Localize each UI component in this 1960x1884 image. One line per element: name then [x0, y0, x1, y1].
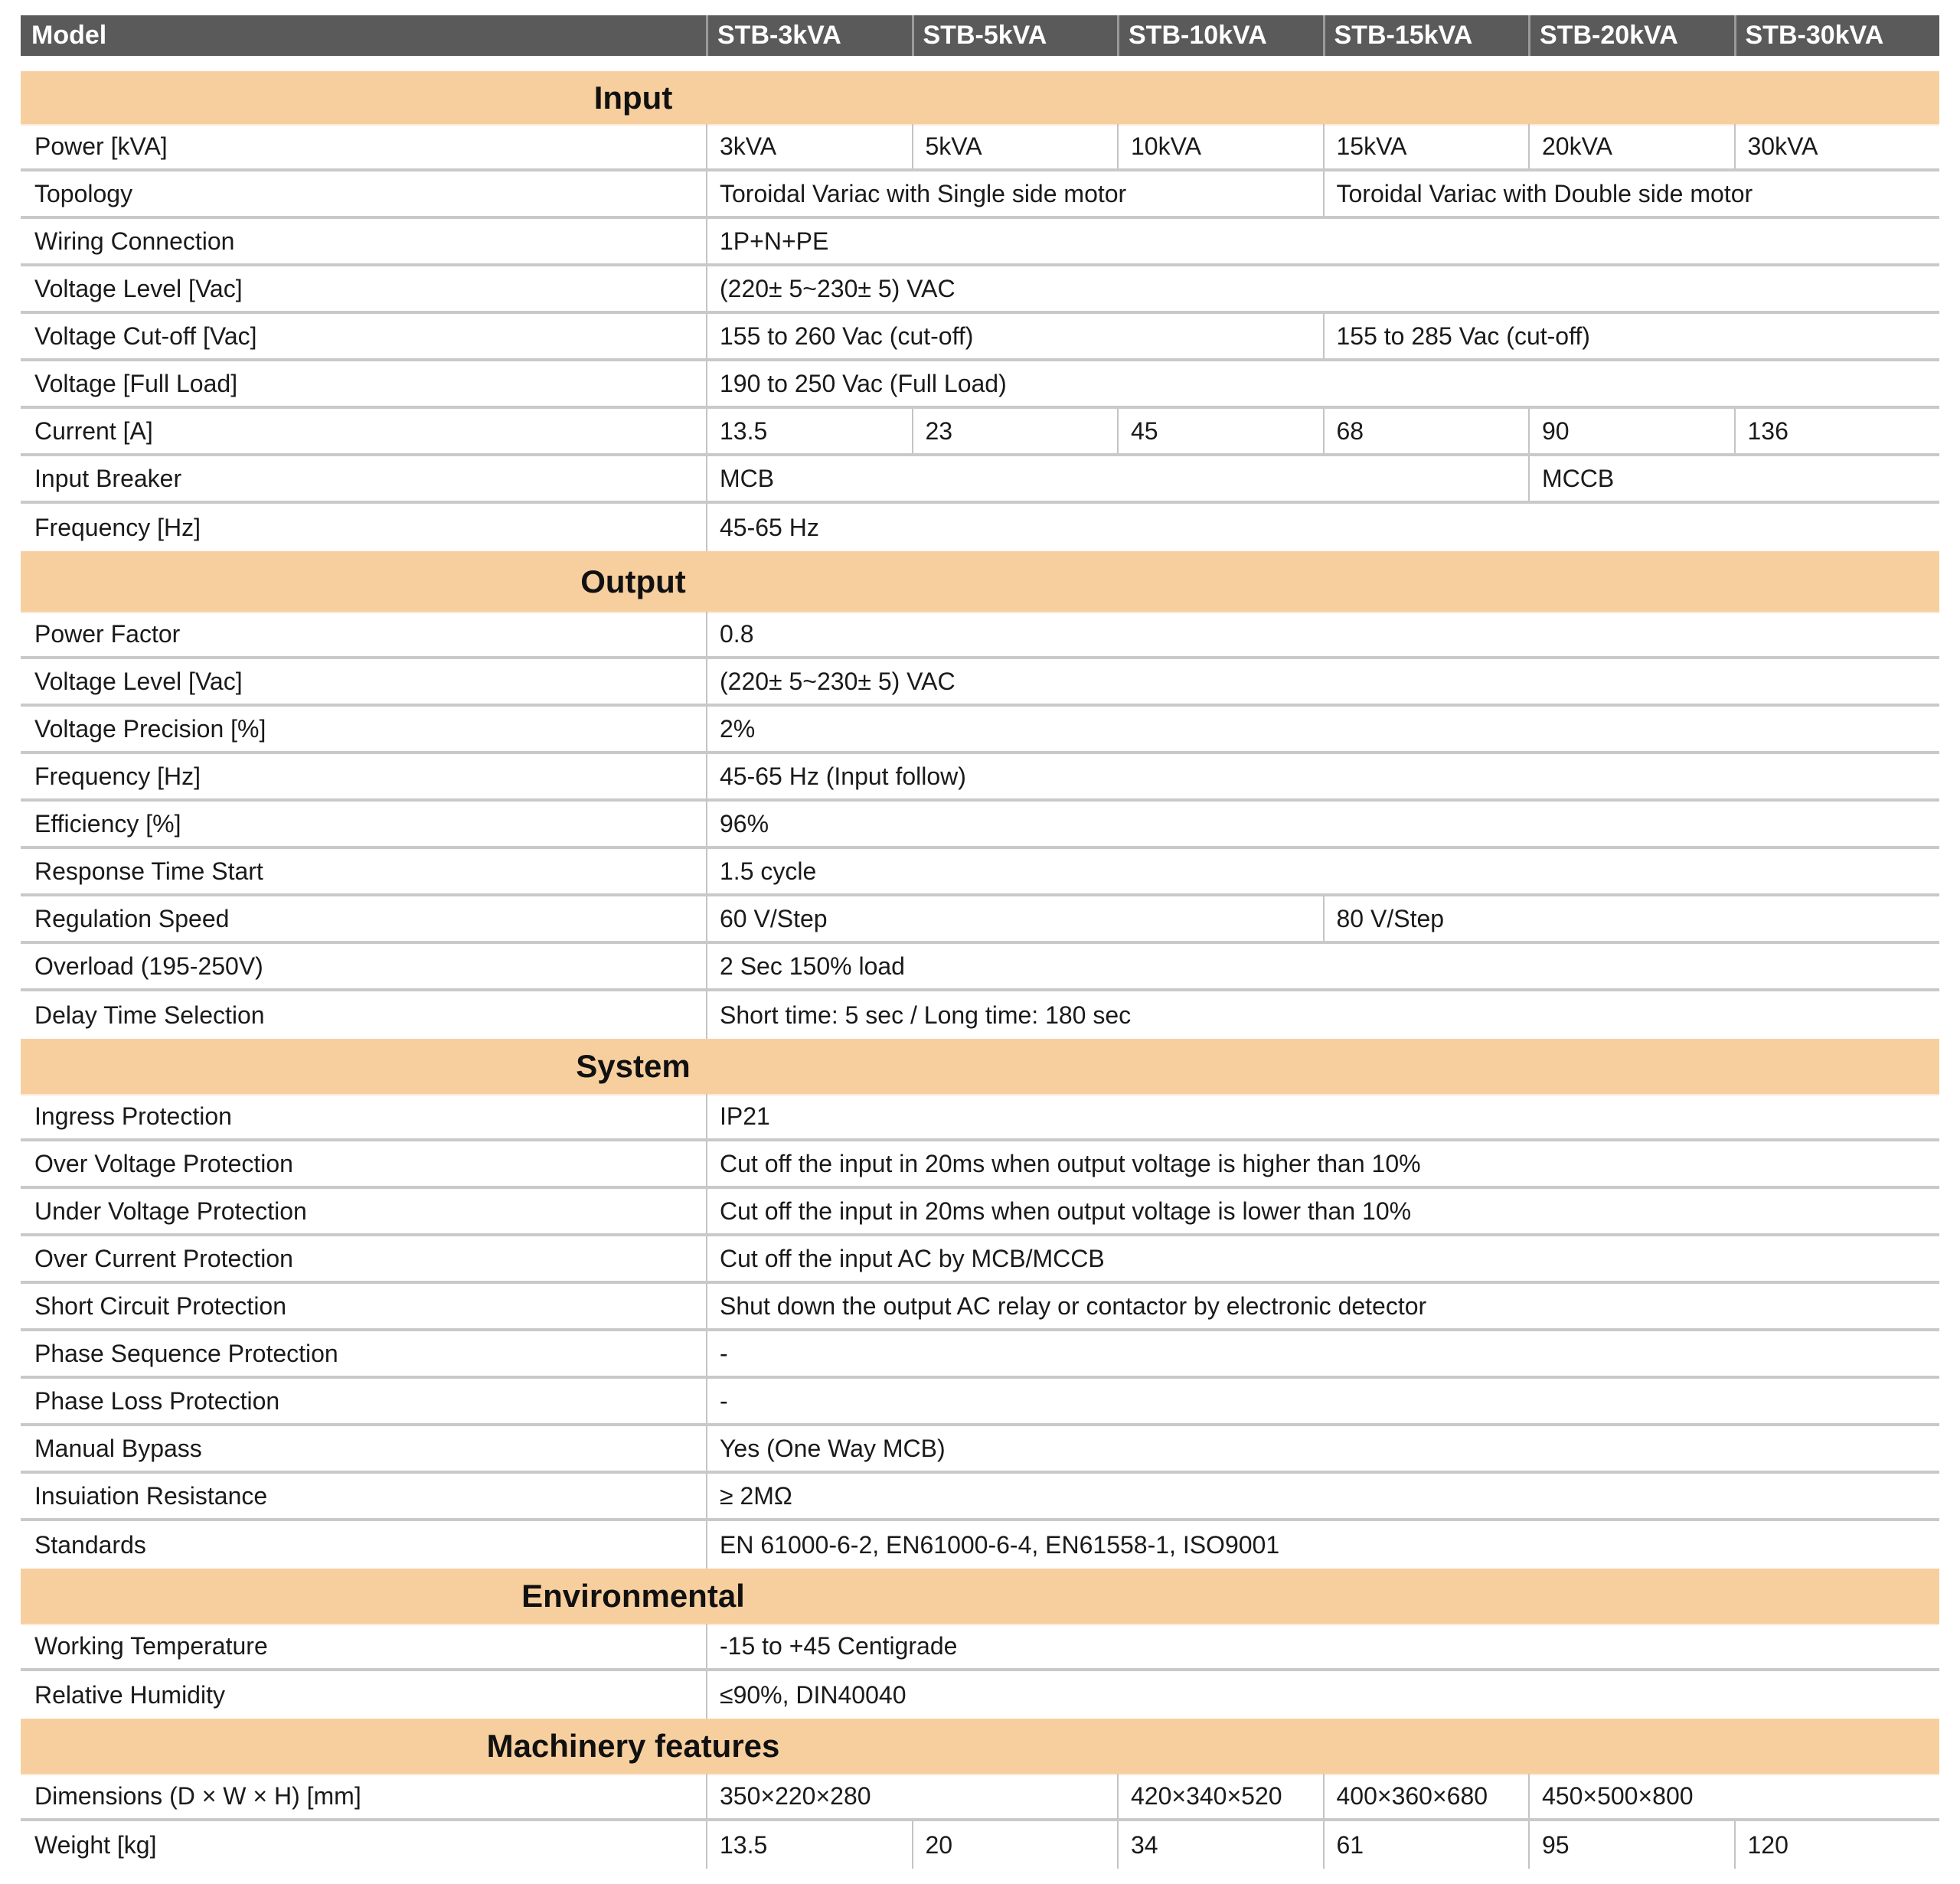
table-row	[21, 361, 1939, 409]
table-row	[21, 504, 1939, 551]
table-row	[21, 1331, 1939, 1379]
row-label: Current [A]	[34, 416, 153, 445]
row-label: Frequency [Hz]	[34, 762, 201, 790]
row-value-cell: -	[706, 1379, 1939, 1423]
row-value-cell: 90	[1528, 409, 1734, 453]
table-row	[21, 1774, 1939, 1821]
row-value-cell: 350×220×280	[706, 1774, 1117, 1818]
row-label: Standards	[34, 1530, 146, 1559]
row-label: Voltage Cut-off [Vac]	[34, 322, 257, 350]
row-value-cell: 60 V/Step	[706, 896, 1323, 941]
section-header-environmental	[21, 1569, 1939, 1624]
row-value-cell: 1P+N+PE	[706, 219, 1939, 263]
row-value-cell: 68	[1323, 409, 1529, 453]
section-title: Output	[580, 563, 686, 599]
row-value-cell: Yes (One Way MCB)	[706, 1426, 1939, 1471]
table-row	[21, 707, 1939, 754]
row-value-cell: 155 to 285 Vac (cut-off)	[1323, 314, 1940, 358]
row-label: Topology	[34, 179, 133, 207]
header-model-stb-30kva: STB-30kVA	[1734, 15, 1940, 56]
table-row	[21, 266, 1939, 314]
row-value-cell: 3kVA	[706, 124, 912, 168]
section-header-output	[21, 551, 1939, 612]
row-value-cell: 96%	[706, 802, 1939, 846]
table-row	[21, 1426, 1939, 1474]
table-row	[21, 124, 1939, 171]
section-header-input	[21, 71, 1939, 124]
row-value-cell: 80 V/Step	[1323, 896, 1940, 941]
row-value-cell: 45	[1117, 409, 1323, 453]
section-header-machinery-features	[21, 1719, 1939, 1774]
table-row	[21, 612, 1939, 659]
row-value-cell: 45-65 Hz	[706, 504, 1939, 551]
table-row	[21, 1284, 1939, 1331]
table-row	[21, 1094, 1939, 1141]
table-row	[21, 1521, 1939, 1569]
row-value-cell: 120	[1734, 1821, 1940, 1869]
row-value-cell: 190 to 250 Vac (Full Load)	[706, 361, 1939, 406]
table-row	[21, 1141, 1939, 1189]
row-value-cell: 13.5	[706, 1821, 912, 1869]
row-value-cell: 61	[1323, 1821, 1529, 1869]
row-label: Response Time Start	[34, 857, 263, 885]
table-header-row	[21, 15, 1939, 56]
row-label: Ingress Protection	[34, 1102, 232, 1130]
row-label: Dimensions (D × W × H) [mm]	[34, 1781, 361, 1810]
row-value-cell: 420×340×520	[1117, 1774, 1323, 1818]
row-value-cell: EN 61000-6-2, EN61000-6-4, EN61558-1, ISO9001	[706, 1521, 1939, 1569]
row-value-cell: 450×500×800	[1528, 1774, 1939, 1818]
row-value-cell: Cut off the input AC by MCB/MCCB	[706, 1236, 1939, 1281]
spec-table	[21, 15, 1939, 1869]
row-value-cell: 2%	[706, 707, 1939, 751]
row-value-cell: -15 to +45 Centigrade	[706, 1624, 1939, 1668]
row-value-cell: Cut off the input in 20ms when output voltage is higher than 10%	[706, 1141, 1939, 1186]
row-value-cell: 15kVA	[1323, 124, 1529, 168]
row-value-cell: 13.5	[706, 409, 912, 453]
row-value-cell: Toroidal Variac with Double side motor	[1323, 171, 1940, 216]
row-label: Power Factor	[34, 619, 181, 648]
row-label: Insuiation Resistance	[34, 1481, 268, 1510]
row-value-cell: 30kVA	[1734, 124, 1940, 168]
row-label: Power [kVA]	[34, 132, 168, 160]
row-value-cell: -	[706, 1331, 1939, 1376]
row-value-cell: ≤90%, DIN40040	[706, 1671, 1939, 1719]
table-row	[21, 1821, 1939, 1869]
row-value-cell: 2 Sec 150% load	[706, 944, 1939, 988]
row-label: Voltage Level [Vac]	[34, 667, 243, 695]
section-header-system	[21, 1039, 1939, 1094]
row-label: Over Current Protection	[34, 1244, 293, 1272]
section-title: Environmental	[521, 1578, 745, 1614]
row-label: Voltage Precision [%]	[34, 714, 266, 743]
table-row	[21, 802, 1939, 849]
row-label: Regulation Speed	[34, 904, 230, 932]
row-value-cell: 1.5 cycle	[706, 849, 1939, 893]
row-label: Phase Sequence Protection	[34, 1339, 338, 1367]
row-value-cell: (220± 5~230± 5) VAC	[706, 266, 1939, 311]
row-value-cell: 23	[912, 409, 1118, 453]
row-value-cell: 20	[912, 1821, 1118, 1869]
table-row	[21, 1671, 1939, 1719]
table-body	[21, 71, 1939, 1869]
table-row	[21, 659, 1939, 707]
header-model-stb-10kva: STB-10kVA	[1117, 15, 1323, 56]
section-title: Machinery features	[486, 1728, 780, 1764]
row-label: Weight [kg]	[34, 1830, 157, 1859]
row-value-cell: IP21	[706, 1094, 1939, 1138]
row-value-cell: 0.8	[706, 612, 1939, 656]
row-label: Working Temperature	[34, 1631, 268, 1660]
section-title: Input	[593, 79, 673, 116]
row-value-cell: Cut off the input in 20ms when output voltage is lower than 10%	[706, 1189, 1939, 1233]
row-label: Over Voltage Protection	[34, 1149, 293, 1177]
row-value-cell: Shut down the output AC relay or contactor by electronic detector	[706, 1284, 1939, 1328]
header-model-stb-5kva: STB-5kVA	[912, 15, 1118, 56]
table-row	[21, 849, 1939, 896]
row-value-cell: 136	[1734, 409, 1940, 453]
row-value-cell: Toroidal Variac with Single side motor	[706, 171, 1323, 216]
row-value-cell: 95	[1528, 1821, 1734, 1869]
table-row	[21, 1474, 1939, 1521]
table-row	[21, 456, 1939, 504]
table-row	[21, 896, 1939, 944]
row-label: Phase Loss Protection	[34, 1386, 280, 1415]
header-model-label: Model	[31, 21, 107, 50]
table-row	[21, 409, 1939, 456]
table-row	[21, 314, 1939, 361]
row-value-cell: 20kVA	[1528, 124, 1734, 168]
row-value-cell: ≥ 2MΩ	[706, 1474, 1939, 1518]
table-row	[21, 1379, 1939, 1426]
row-value-cell: 34	[1117, 1821, 1323, 1869]
row-label: Manual Bypass	[34, 1434, 202, 1462]
row-label: Voltage Level [Vac]	[34, 274, 243, 302]
table-row	[21, 754, 1939, 802]
row-value-cell: MCCB	[1528, 456, 1939, 501]
header-model-stb-3kva: STB-3kVA	[706, 15, 912, 56]
row-label: Relative Humidity	[34, 1680, 225, 1709]
row-value-cell: Short time: 5 sec / Long time: 180 sec	[706, 991, 1939, 1039]
header-model-stb-15kva: STB-15kVA	[1323, 15, 1529, 56]
row-label: Short Circuit Protection	[34, 1291, 287, 1320]
table-row	[21, 991, 1939, 1039]
section-title: System	[576, 1048, 691, 1084]
row-label: Input Breaker	[34, 464, 182, 492]
table-row	[21, 1624, 1939, 1671]
row-value-cell: 5kVA	[912, 124, 1118, 168]
row-label: Efficiency [%]	[34, 809, 181, 838]
header-model-stb-20kva: STB-20kVA	[1528, 15, 1734, 56]
row-value-cell: 10kVA	[1117, 124, 1323, 168]
row-label: Frequency [Hz]	[34, 513, 201, 541]
row-label: Wiring Connection	[34, 227, 235, 255]
table-row	[21, 944, 1939, 991]
table-row	[21, 171, 1939, 219]
row-value-cell: 400×360×680	[1323, 1774, 1529, 1818]
row-value-cell: 155 to 260 Vac (cut-off)	[706, 314, 1323, 358]
row-label: Voltage [Full Load]	[34, 369, 238, 397]
row-value-cell: MCB	[706, 456, 1528, 501]
row-value-cell: 45-65 Hz (Input follow)	[706, 754, 1939, 798]
row-label: Under Voltage Protection	[34, 1197, 307, 1225]
row-value-cell: (220± 5~230± 5) VAC	[706, 659, 1939, 704]
row-label: Delay Time Selection	[34, 1001, 265, 1029]
table-row	[21, 1189, 1939, 1236]
table-row	[21, 1236, 1939, 1284]
row-label: Overload (195-250V)	[34, 952, 263, 980]
table-row	[21, 219, 1939, 266]
